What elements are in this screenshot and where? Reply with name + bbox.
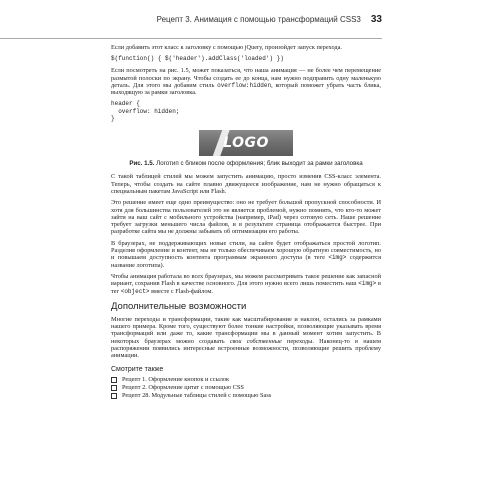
figure-caption-text: Логотип с бликом после оформления; блик выходит за рамки заголовка: [154, 160, 363, 168]
page-number: 33: [370, 13, 382, 25]
figure-caption: [129, 160, 362, 167]
checkbox-bullet-icon: [111, 385, 117, 391]
paragraph-fallback: В браузерах, не поддерживающих новые стили, на сайте будет отображаться простой логотип. Разделив оформление и контент, мы не только обеспечиваем хорошую обратную совместимость, но и повышаем доступность контента программам экранного доступа (в теге <img> содержится название логотипа).: [111, 239, 381, 269]
page-content: [111, 44, 381, 400]
emphasis-text: свои собственные: [229, 337, 282, 345]
checkbox-bullet-icon: [111, 393, 117, 399]
paragraph-overflow: Если посмотреть на рис. 1.5, может показаться, что наша анимация — не более чем перемещение размытой полоски по экрану. Чтобы создать ее до конца, нам нужно подправить одну маленькую деталь. Для этого мы добавим стиль overflow:hidden, который поможет убрать часть блика, выходящую за рамки заголовка.: [111, 67, 381, 97]
paragraph-bandwidth: Это решение имеет еще одно преимущество: оно не требует большой пропускной способности. И хотя для большинства пользователей это не является проблемой, нужно помнить, что кто-то может зайти на ваш сайт с мобильного устройства (например, iPad) через сотовую сеть. Наше решение требует загрузки меньшего числа файлов, и в результате страница отображается быстрее. При разработке сайта мы не должны забывать об оптимизации его работы.: [111, 199, 381, 236]
logo-image: [199, 130, 293, 156]
running-header: [0, 0, 500, 38]
paragraph-css-class: С такой таблицей стилей мы можем запустить анимацию, просто изменив CSS-класс элемента. Теперь, чтобы создать на сайте плавно движущееся изображение, нам не нужно обращаться к специальным пакетам JavaScript или Flash.: [111, 173, 381, 195]
list-item[interactable]: Рецепт 28. Модульные таблицы стилей с помощью Sass: [111, 392, 381, 400]
inline-code-img-2: <img>: [358, 280, 377, 288]
paragraph-flash: Чтобы анимация работала во всех браузерах, мы можем рассматривать такое решение как запасной вариант, сохранив Flash в качестве основного. Для этого нужно всего лишь поместить наш <img> в тег <object> вместе с Flash-файлом.: [111, 272, 381, 295]
inline-code-object: <object>: [120, 287, 150, 295]
list-item[interactable]: Рецепт 2. Оформление цитат с помощью CSS: [111, 384, 381, 392]
checkbox-bullet-icon: [111, 377, 117, 383]
inline-code-overflow: overflow:hidden: [217, 81, 272, 89]
code-header-overflow: header { overflow: hidden; }: [111, 100, 180, 123]
code-jquery-addclass: $(function() { $('header').addClass('loaded') }): [111, 55, 284, 63]
see-also-list: [111, 376, 381, 400]
figure-logo: [111, 130, 381, 173]
running-header-title: Рецепт 3. Анимация с помощью трансформаций CSS3: [156, 14, 361, 24]
section-heading: Дополнительные возможности: [111, 300, 247, 312]
logo-text: LOGO: [223, 135, 269, 152]
list-item[interactable]: Рецепт 1. Оформление кнопок и ссылок: [111, 376, 381, 384]
paragraph-jquery-intro: Если добавить этот класс к заголовку с помощью jQuery, произойдет запуск перехода.: [111, 44, 342, 51]
figure-caption-number: Рис. 1.5.: [129, 160, 155, 168]
header-rule: [0, 38, 382, 39]
paragraph-transitions: Многие переходы и трансформации, такие как масштабирование и наклон, остались за рамками нашего примера. Кроме того, существуют более тонкие настройки, позволяющие указывать время трансформаций или даже то, какие трансформации мы в данный момент хотим запустить. В некоторых браузерах можно создавать свои собственные переходы. Наконец-то в нашем распоряжении появились интересные встроенные возможности, позволяющие решить проблему анимации.: [111, 315, 382, 360]
inline-code-img: <img>: [328, 254, 347, 262]
see-also-heading: Смотрите также: [111, 365, 164, 373]
